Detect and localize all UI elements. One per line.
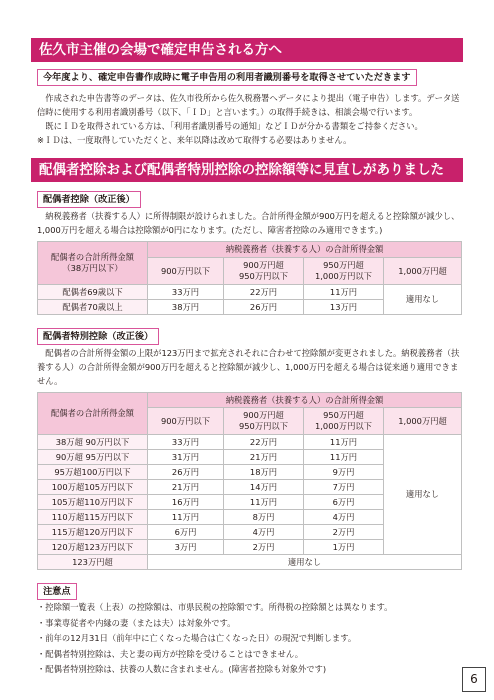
row-label: 配偶者69歳以下 — [38, 285, 148, 300]
list-item: ・控除額一覧表（上表）の控除額は、市県民税の控除額です。所得税の控除額とは異なります。 — [37, 602, 393, 612]
table-cell: 13万円 — [304, 300, 384, 315]
table-cell: 2万円 — [304, 525, 384, 540]
section1-title: 佐久市主催の会場で確定申告される方へ — [31, 38, 463, 62]
table-cell: 26万円 — [148, 465, 224, 480]
list-item: ・事業専従者や内縁の妻（または夫）は対象外です。 — [37, 617, 236, 628]
table-cell: 38万円 — [148, 300, 224, 315]
table-row — [38, 435, 462, 450]
row-label: 90万超 95万円以下 — [38, 450, 148, 465]
table-cell: 8万円 — [224, 510, 304, 525]
table-cell: 6万円 — [304, 495, 384, 510]
na-cell: 適用なし — [384, 435, 462, 555]
table-row — [38, 555, 462, 570]
column-header: 1,000万円超 — [384, 258, 462, 285]
table-cell: 1万円 — [304, 540, 384, 555]
paragraph: 既にＩＤを取得されている方は、「利用者識別番号の通知」などＩＤが分かる書類をご持参ください。 — [45, 121, 423, 131]
na-cell: 適用なし — [148, 555, 462, 570]
table-cell: 22万円 — [224, 285, 304, 300]
tokubetsu-label: 配偶者特別控除（改正後） — [37, 328, 159, 345]
table-cell: 2万円 — [224, 540, 304, 555]
table-cell: 3万円 — [148, 540, 224, 555]
table-row-header: 配偶者の合計所得金額 — [38, 393, 148, 435]
row-label: 120万超123万円以下 — [38, 540, 148, 555]
table-row — [38, 285, 462, 300]
table-row-header: 配偶者の合計所得金額 （38万円以下） — [38, 242, 148, 285]
table-cell: 7万円 — [304, 480, 384, 495]
row-label: 38万超 90万円以下 — [38, 435, 148, 450]
row-label: 105万超110万円以下 — [38, 495, 148, 510]
table-group-header: 納税義務者（扶養する人）の合計所得金額 — [148, 242, 462, 258]
row-label: 123万円超 — [38, 555, 148, 570]
table-cell: 16万円 — [148, 495, 224, 510]
table-cell: 11万円 — [224, 495, 304, 510]
table-cell: 9万円 — [304, 465, 384, 480]
haigusha-text: 納税義務者（扶養する人）に所得制限が設けられました。合計所得金額が900万円を超えると控除額が減少し、1,000万円を超える場合は控除額が0円になります。(ただし、障害者控除のみ適用できます。) — [37, 211, 460, 235]
paragraph: ※ＩＤは、一度取得していただくと、来年以降は改めて取得する必要はありません。 — [37, 135, 352, 145]
notes-list — [37, 600, 461, 678]
tokubetsu-table — [37, 392, 462, 570]
table-cell: 22万円 — [224, 435, 304, 450]
table-cell: 33万円 — [148, 285, 224, 300]
column-header: 900万円超 950万円以下 — [224, 258, 304, 285]
table-group-header: 納税義務者（扶養する人）の合計所得金額 — [148, 393, 462, 408]
table-cell: 6万円 — [148, 525, 224, 540]
table-cell: 4万円 — [224, 525, 304, 540]
table-cell: 11万円 — [148, 510, 224, 525]
table-cell: 11万円 — [304, 285, 384, 300]
column-header: 900万円超 950万円以下 — [224, 408, 304, 435]
na-cell: 適用なし — [384, 285, 462, 315]
table-cell: 21万円 — [224, 450, 304, 465]
paragraph: 作成された申告書等のデータは、佐久市役所から佐久税務署へデータにより提出（電子申告）します。データ送信時に使用する利用者識別番号（以下、「ＩＤ」と言います。）の取得手続きは、相談会場で行います。 — [37, 93, 460, 117]
column-header: 950万円超 1,000万円以下 — [304, 408, 384, 435]
section1-subtitle: 今年度より、確定申告書作成時に電子申告用の利用者識別番号を取得させていただきます — [37, 69, 417, 86]
row-label: 110万超115万円以下 — [38, 510, 148, 525]
table-cell: 14万円 — [224, 480, 304, 495]
column-header: 1,000万円超 — [384, 408, 462, 435]
haigusha-label: 配偶者控除（改正後） — [37, 191, 141, 208]
section2-title: 配偶者控除および配偶者特別控除の控除額等に見直しがありました — [31, 158, 463, 182]
table-cell: 4万円 — [304, 510, 384, 525]
list-item: ・前年の12月31日（前年中に亡くなった場合は亡くなった日）の現況で判断します。 — [37, 633, 357, 643]
notes-label: 注意点 — [37, 583, 77, 600]
table-cell: 33万円 — [148, 435, 224, 450]
column-header: 950万円超 1,000万円以下 — [304, 258, 384, 285]
column-header: 900万円以下 — [148, 408, 224, 435]
table-cell: 21万円 — [148, 480, 224, 495]
row-label: 115万超120万円以下 — [38, 525, 148, 540]
page-number: 6 — [462, 667, 486, 692]
table-cell: 26万円 — [224, 300, 304, 315]
row-label: 100万超105万円以下 — [38, 480, 148, 495]
column-header: 900万円以下 — [148, 258, 224, 285]
table-cell: 31万円 — [148, 450, 224, 465]
list-item: ・配偶者特別控除は、扶養の人数に含まれません。(障害者控除も対象外です) — [37, 664, 327, 674]
table-cell: 18万円 — [224, 465, 304, 480]
table-cell: 11万円 — [304, 450, 384, 465]
row-label: 95万超100万円以下 — [38, 465, 148, 480]
section1-body — [37, 91, 461, 147]
haigusha-table — [37, 241, 462, 315]
row-label: 配偶者70歳以上 — [38, 300, 148, 315]
list-item: ・配偶者特別控除は、夫と妻の両方が控除を受けることはできません。 — [37, 648, 304, 659]
table-cell: 11万円 — [304, 435, 384, 450]
tokubetsu-text: 配偶者の合計所得金額の上限が123万円まで拡充されそれに合わせて控除額が変更されました。納税義務者（扶養する人）の合計所得金額が900万円を超えると控除額が減少し、1,000万円を超える場合は従来通り適用できません。 — [37, 348, 460, 386]
